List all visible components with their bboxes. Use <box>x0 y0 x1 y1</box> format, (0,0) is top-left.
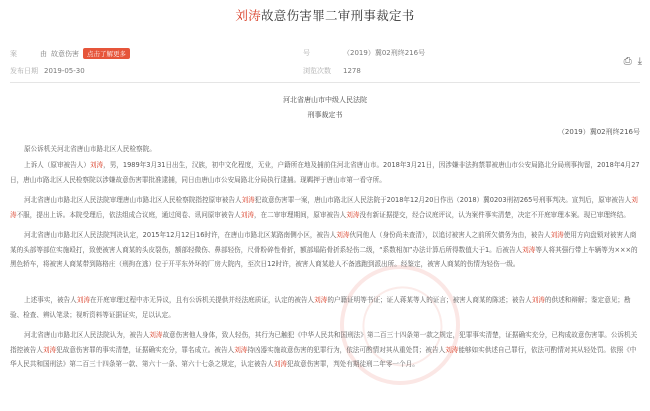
defendant-name-highlight: 刘涛 <box>336 231 350 239</box>
toolbar-icons <box>624 56 642 67</box>
para-evidence: 上述事实，被告人刘涛在开庭审理过程中亦无异议，且有公诉机关提供并经法庭质证，认定的被告人刘涛的户籍证明等书证；证人蒋某等人的证言；被害人商某的陈述；被告人刘涛的供述和辩解；鉴定意见；勘验、检查、辨认笔录；视听资料等证据证实，足以认定。 <box>10 296 631 319</box>
para-appellant: 上诉人（原审被告人）刘涛，男，1989年3月31日出生，汉族，初中文化程度，无业，户籍所在地及捕前住河北省唐山市。2018年3月21日，因涉嫌非法拘禁罪被唐山市公安局路北分局刑事拘留，2018年4月27日，唐山市路北区人民检察院以涉嫌故意伤害罪批准逮捕，同日由唐山市公安局路北分局执行逮捕。现羁押于唐山市第一看守所。 <box>10 161 640 184</box>
defendant-name-highlight: 刘涛 <box>273 360 287 369</box>
court-name: 河北省唐山市中级人民法院 <box>283 96 367 104</box>
download-icon[interactable]: ⤓ <box>637 56 642 67</box>
defendant-name-highlight: 刘涛 <box>550 231 564 239</box>
case-number-label: 号 <box>303 49 310 57</box>
defendant-name-highlight: 刘涛 <box>531 296 545 304</box>
views-value: 1278 <box>343 67 361 75</box>
views-row <box>303 66 361 76</box>
print-icon[interactable]: ⎙ <box>623 56 632 67</box>
defendant-name-highlight: 刘涛 <box>445 345 459 354</box>
para-judgment: 河北省唐山市路北区人民法院认为，被告人刘涛故意伤害他人身体，致人轻伤，其行为已触犯《中华人民共和国刑法》第二百三十四条第一款之规定，犯罪事实清楚，证据确实充分，已构成故意伤害罪。公诉机关指控被告人刘涛犯故意伤害罪的事实清楚，证据确实充分，罪名成立。被告人刘涛持凶器实施故意伤害的犯罪行为，依法可酌情对其从重处罚；被告人刘涛能够如实供述自己罪行，依法可酌情对其从轻处罚。依照《中华人民共和国刑法》第二百三十四条第一款、第六十一条、第六十七条之规定，认定被告人刘涛犯故意伤害罪，判处有期徒刑二年零一个月。 <box>10 331 638 369</box>
case-number-value: （2019）冀02刑终216号 <box>343 49 426 57</box>
defendant-name-highlight: 刘涛 <box>241 196 255 204</box>
defendant-name: 刘涛 <box>235 8 261 23</box>
case-cause-row <box>10 48 130 59</box>
defendant-name-highlight: 刘涛 <box>149 331 163 339</box>
defendant-name-highlight: 刘涛 <box>76 296 90 304</box>
meta-divider <box>10 82 640 83</box>
para-facts: 河北省唐山市路北区人民法院判决认定，2015年12月12日16时许，在唐山市路北区某路南侧小区，被告人刘涛伙同他人（身份尚未查清），以追讨被害人之前所欠债务为由，被告人刘涛使用方向盘锁对被害人商某的头部等部位实施殴打，致使被害人商某的头皮裂伤，额部轻微伤、鼻部轻伤，尺骨粉碎性骨折，额部塌陷骨折系轻伤二级，“系数相加”办法计算后所得数值大于1。后被告人刘涛等人将其强行带上车辆等为×××的黑色轿车，将被害人商某带到陈格庄（刑拘在逃）位于开平东外环的厂房大院内，至次日12时许，被害人商某趁人不备逃跑到派出所。经鉴定，被害人商某的伤情为轻伤一级。 <box>10 231 638 269</box>
defendant-name-highlight: 刘涛 <box>240 210 254 219</box>
defendant-name-highlight: 刘涛 <box>42 345 57 354</box>
defendant-name-highlight: 刘涛 <box>10 196 638 219</box>
defendant-name-highlight: 刘涛 <box>89 161 104 169</box>
views-label: 浏览次数 <box>303 67 331 75</box>
seal-watermark <box>327 252 474 399</box>
publish-date-label: 发布日期 <box>10 67 38 75</box>
case-cause-value: 故意伤害 <box>51 49 79 58</box>
defendant-name-highlight: 刘涛 <box>314 296 328 304</box>
defendant-name-highlight: 刘涛 <box>234 345 248 354</box>
para-procedure: 河北省唐山市路北区人民法院审理唐山市路北区人民检察院指控原审被告人刘涛犯故意伤害罪一案，唐山市路北区人民法院于2018年12月20日作出（2018）冀0203刑初265号刑事判决。宣判后，原审被告人刘涛不服，提出上诉。本院受理后，依法组成合议庭，通过阅卷、讯问原审被告人刘涛，在二审审理期间，原审被告人刘涛没有新证据提交，经合议庭评议，认为案件事实清楚，决定不开庭审理本案。现已审理终结。 <box>10 196 638 219</box>
learn-more-tag[interactable]: 点击了解更多 <box>83 48 130 59</box>
publish-date-row <box>10 66 85 76</box>
para-prosecutor: 原公诉机关河北省唐山市路北区人民检察院。 <box>24 145 156 153</box>
defendant-name-highlight: 刘涛 <box>522 245 536 254</box>
title-rest: 故意伤害罪二审刑事裁定书 <box>261 8 415 23</box>
case-cause-label: 案 <box>10 49 17 58</box>
defendant-name-highlight: 刘涛 <box>346 210 360 219</box>
case-number-row <box>303 48 425 58</box>
publish-date-value: 2019-05-30 <box>44 67 85 75</box>
document-title <box>0 6 650 24</box>
doc-case-number: （2019）冀02刑终216号 <box>557 128 640 136</box>
doc-type: 刑事裁定书 <box>307 111 343 119</box>
case-cause-prefix: 由 <box>40 49 47 58</box>
